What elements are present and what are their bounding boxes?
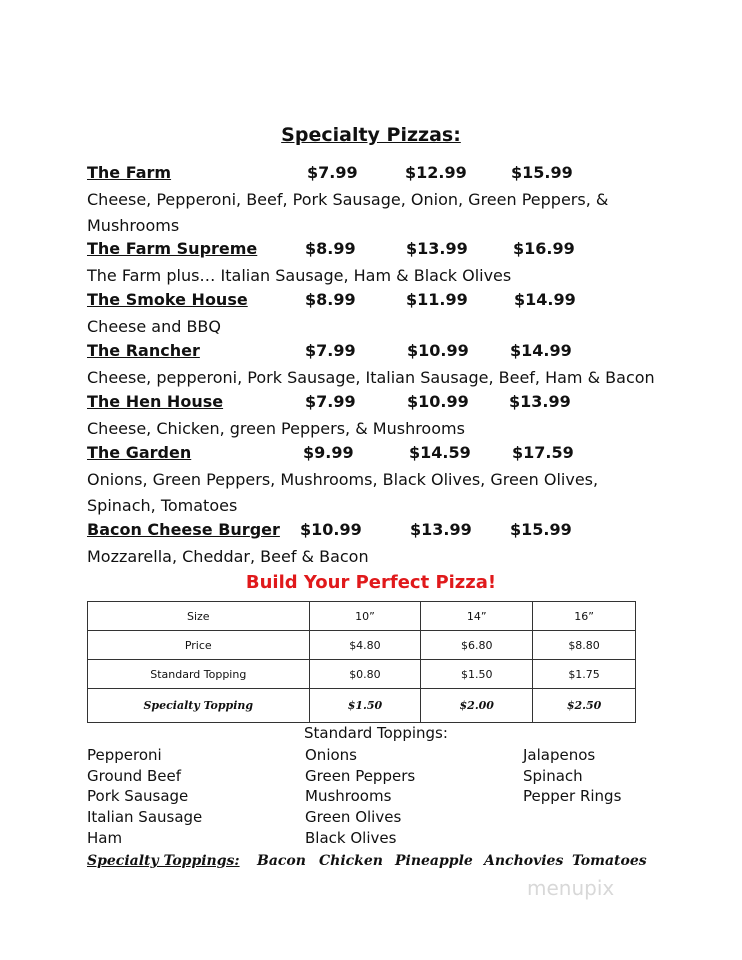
topping-item: Black Olives — [305, 828, 397, 847]
price-10: $10.99 — [300, 520, 362, 539]
price-16: $17.59 — [512, 443, 574, 462]
pizza-description: Cheese, Chicken, green Peppers, & Mushrooms — [87, 419, 465, 438]
price-14: $12.99 — [405, 163, 467, 182]
pizza-row — [87, 520, 707, 544]
pizza-name: The Farm — [87, 163, 172, 182]
price-16: $14.99 — [510, 341, 572, 360]
table-cell: 16” — [533, 602, 636, 631]
pizza-description: The Farm plus… Italian Sausage, Ham & Black Olives — [87, 266, 512, 285]
toppings-column — [305, 745, 415, 849]
specialty-toppings-label: Specialty Toppings: — [87, 853, 240, 869]
pizza-row — [87, 239, 707, 263]
price-14: $10.99 — [407, 392, 469, 411]
pizza-row — [87, 341, 707, 365]
table-cell: $8.80 — [533, 631, 636, 660]
table-cell: $0.80 — [309, 660, 421, 689]
specialty-topping-item: Anchovies — [484, 853, 564, 869]
pizza-name: The Hen House — [87, 392, 224, 411]
topping-item: Ground Beef — [87, 766, 181, 785]
table-cell: 14” — [421, 602, 533, 631]
menupix-watermark: menupix — [527, 876, 615, 900]
topping-item: Onions — [305, 746, 357, 764]
topping-item: Green Olives — [305, 808, 402, 827]
table-cell: $2.50 — [533, 689, 636, 723]
pizza-name: The Smoke House — [87, 290, 248, 309]
topping-item: Green Peppers — [305, 766, 416, 785]
pizza-description: Cheese and BBQ — [87, 317, 221, 336]
table-cell: Size — [88, 602, 310, 631]
table-row — [88, 660, 636, 689]
table-row — [88, 631, 636, 660]
price-10: $8.99 — [305, 239, 356, 258]
pizza-description: Onions, Green Peppers, Mushrooms, Black Olives, Green Olives, Spinach, Tomatoes — [87, 470, 599, 515]
table-cell: $1.75 — [533, 660, 636, 689]
table-cell: $4.80 — [309, 631, 421, 660]
build-your-pizza-title: Build Your Perfect Pizza! — [245, 572, 497, 593]
topping-item: Pepper Rings — [523, 787, 622, 806]
pizza-row — [87, 290, 707, 314]
price-16: $16.99 — [513, 239, 575, 258]
specialty-topping-item: Tomatoes — [572, 853, 647, 869]
price-14: $11.99 — [406, 290, 468, 309]
pizza-row — [87, 392, 707, 416]
topping-item: Spinach — [523, 766, 583, 785]
price-10: $9.99 — [303, 443, 354, 462]
price-14: $14.59 — [409, 443, 471, 462]
price-10: $8.99 — [305, 290, 356, 309]
table-cell: $6.80 — [421, 631, 533, 660]
specialty-topping-item: Pineapple — [395, 853, 473, 869]
pizza-description: Cheese, Pepperoni, Beef, Pork Sausage, Onion, Green Peppers, & Mushrooms — [87, 190, 609, 235]
topping-item: Ham — [87, 828, 123, 847]
pizza-description: Mozzarella, Cheddar, Beef & Bacon — [87, 547, 369, 566]
price-14: $13.99 — [410, 520, 472, 539]
pizza-row — [87, 443, 707, 467]
price-16: $13.99 — [509, 392, 571, 411]
pizza-row — [87, 163, 707, 187]
specialty-topping-item: Chicken — [319, 853, 383, 869]
price-16: $14.99 — [514, 290, 576, 309]
toppings-column — [87, 745, 202, 849]
table-cell: $1.50 — [421, 660, 533, 689]
topping-item: Pork Sausage — [87, 787, 189, 806]
price-10: $7.99 — [305, 341, 356, 360]
pizza-description: Cheese, pepperoni, Pork Sausage, Italian Sausage, Beef, Ham & Bacon — [87, 368, 655, 387]
price-16: $15.99 — [510, 520, 572, 539]
topping-item: Pepperoni — [87, 746, 162, 764]
table-cell: 10” — [309, 602, 421, 631]
table-cell: Standard Topping — [88, 660, 310, 689]
topping-item: Mushrooms — [305, 787, 392, 806]
pizza-name: The Rancher — [87, 341, 200, 360]
table-row — [88, 602, 636, 631]
topping-item: Italian Sausage — [87, 808, 203, 827]
table-row — [88, 689, 636, 723]
page-title: Specialty Pizzas: — [281, 124, 461, 146]
price-16: $15.99 — [511, 163, 573, 182]
pizza-name: Bacon Cheese Burger — [87, 520, 280, 539]
pizza-name: The Garden — [87, 443, 192, 462]
specialty-topping-item: Bacon — [257, 853, 306, 869]
table-cell: Price — [88, 631, 310, 660]
topping-item: Jalapenos — [523, 746, 596, 764]
price-10: $7.99 — [305, 392, 356, 411]
price-10: $7.99 — [307, 163, 358, 182]
table-cell: $1.50 — [309, 689, 421, 723]
pizza-name: The Farm Supreme — [87, 239, 258, 258]
price-14: $10.99 — [407, 341, 469, 360]
standard-toppings-heading: Standard Toppings: — [304, 724, 448, 742]
price-14: $13.99 — [406, 239, 468, 258]
price-table — [87, 601, 636, 723]
table-cell: $2.00 — [421, 689, 533, 723]
toppings-column — [523, 745, 621, 807]
table-cell: Specialty Topping — [88, 689, 310, 723]
